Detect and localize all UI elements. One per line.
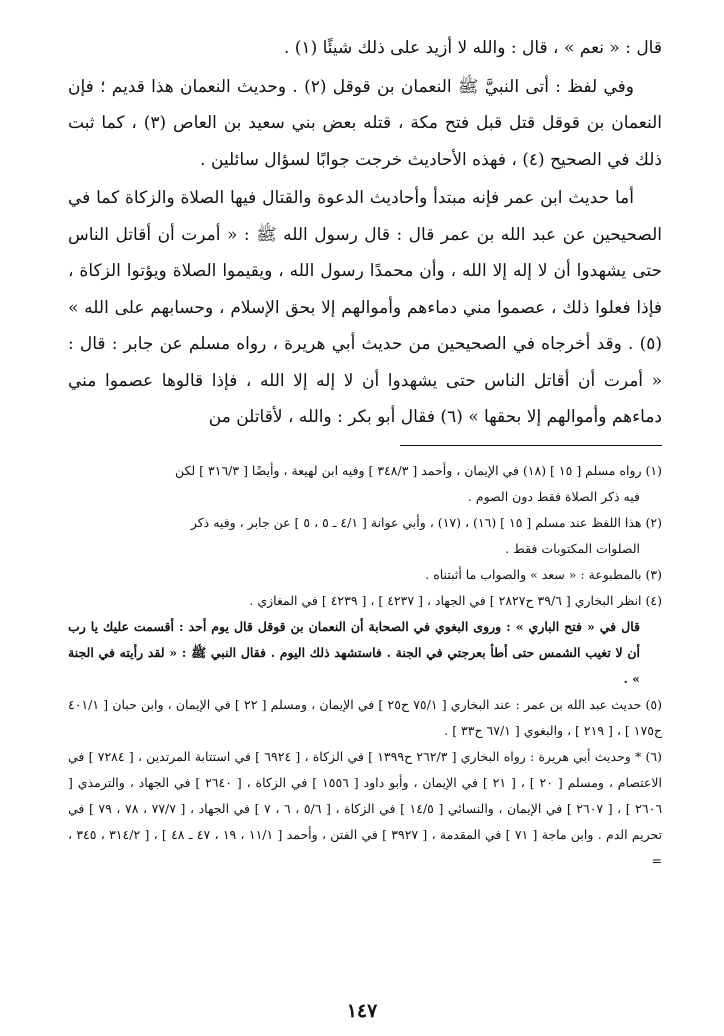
footnote-4-quote: قال في « فتح الباري » : وروى البغوي في الصحابة أن النعمان بن قوقل قال يوم أحد : أقسمت عليك يا رب أن لا تغيب الشمس حتى أطأ بعرجتي في الجنة . فاستشهد ذلك اليوم . فقال النبي ﷺ : « لقد رأيته في الجنة » . (68, 618, 640, 686)
footnote-2-continuation: الصلوات المكتوبات فقط . (505, 540, 640, 556)
footnote-divider (400, 445, 662, 446)
footnote-2: (٢) هذا اللفظ عند مسلم [ ١٥ ] (١٦) ، (١٧) ، وأبي عوانة [ ٤/١ ـ ٥ ، ٥ ] عن جابر ، وفيه ذكر (190, 514, 662, 530)
footnotes (68, 458, 662, 874)
footnote-6: (٦) * وحديث أبي هريرة : رواه البخاري [ ٢٦٢/٣ ح١٣٩٩ ] في الزكاة ، [ ٦٩٢٤ ] في استتابة المرتدين ، [ ٧٢٨٤ ] في الاعتصام ، ومسلم [ ٢٠ ] ، [ ٢١ ] في الإيمان ، وأبو داود [ ١٥٥٦ ] في الزكاة ، [ ٢٦٤٠ ] في الجهاد ، والترمذي [ ٢٦٠٦ ] ، [ ٢٦٠٧ ] في الإيمان ، والنسائي [ ١٤/٥ ] في الزكاة ، [ ٥/٦ ، ٦ ، ٧ ] في الجهاد ، [ ٧٧/٧ ، ٧٨ ، ٧٩ ] في تحريم الدم . وابن ماجة [ ٧١ ] في المقدمة ، [ ٣٩٢٧ ] في الفتن ، وأحمد [ ١١/١ ، ١٩ ، ٤٧ ـ ٤٨ ] ، [ ٣١٤/٢ ، ٣٤٥ ، = (68, 748, 663, 868)
footnote-1-continuation: فيه ذكر الصلاة فقط دون الصوم . (467, 488, 640, 504)
main-text (68, 30, 662, 436)
footnote-4: (٤) انظر البخاري [ ٣٩/٦ ح٢٨٢٧ ] في الجهاد ، [ ٤٢٣٧ ] ، [ ٤٢٣٩ ] في المغازي . (249, 592, 662, 608)
paragraph-2: وفي لفظ : أتى النبيَّ ﷺ النعمان بن قوقل (٢) . وحديث النعمان هذا قديم ؛ فإن النعمان بن قوقل قتل قبل فتح مكة ، قتله بعض بني سعيد بن العاص (٣) ، كما ثبت ذلك في الصحيح (٤) ، فهذه الأحاديث خرجت جوابًا لسؤال سائلين . (68, 76, 662, 170)
footnote-3: (٣) بالمطبوعة : « سعد » والصواب ما أثبتناه . (425, 566, 662, 582)
paragraph-1: قال : « نعم » ، قال : والله لا أزيد على ذلك شيئًا (١) . (283, 38, 662, 58)
footnote-5: (٥) حديث عبد الله بن عمر : عند البخاري [ ٧٥/١ ح٢٥ ] في الإيمان ، ومسلم [ ٢٢ ] في الإيمان ، وابن حبان [ ٤٠١/١ ح١٧٥ ] ، [ ٢١٩ ] ، والبغوي [ ٦٧/١ ح٣٣ ] . (68, 696, 662, 738)
paragraph-3: أما حديث ابن عمر فإنه مبتدأ وأحاديث الدعوة والقتال فيها الصلاة والزكاة كما في الصحيحين عن عبد الله بن عمر قال : قال رسول الله ﷺ : « أمرت أن أقاتل الناس حتى يشهدوا أن لا إله إلا الله ، وأن محمدًا رسول الله ، ويقيموا الصلاة ويؤتوا الزكاة ، فإذا فعلوا ذلك ، عصموا مني دماءهم وأموالهم إلا بحق الإسلام ، وحسابهم على الله » (٥) . وقد أخرجاه في الصحيحين من حديث أبي هريرة ، رواه مسلم عن جابر : قال : « أمرت أن أقاتل الناس حتى يشهدوا أن لا إله إلا الله ، فإذا قالوها عصموا مني دماءهم وأموالهم إلا بحقها » (٦) فقال أبو بكر : والله ، لأقاتلن من (68, 188, 662, 427)
footnote-1: (١) رواه مسلم [ ١٥ ] (١٨) في الإيمان ، وأحمد [ ٣٤٨/٣ ] وفيه ابن لهيعة ، وأيضًا [ ٣١٦/٣ ] لكن (174, 462, 662, 478)
page-number: ١٤٧ (346, 1000, 378, 1022)
